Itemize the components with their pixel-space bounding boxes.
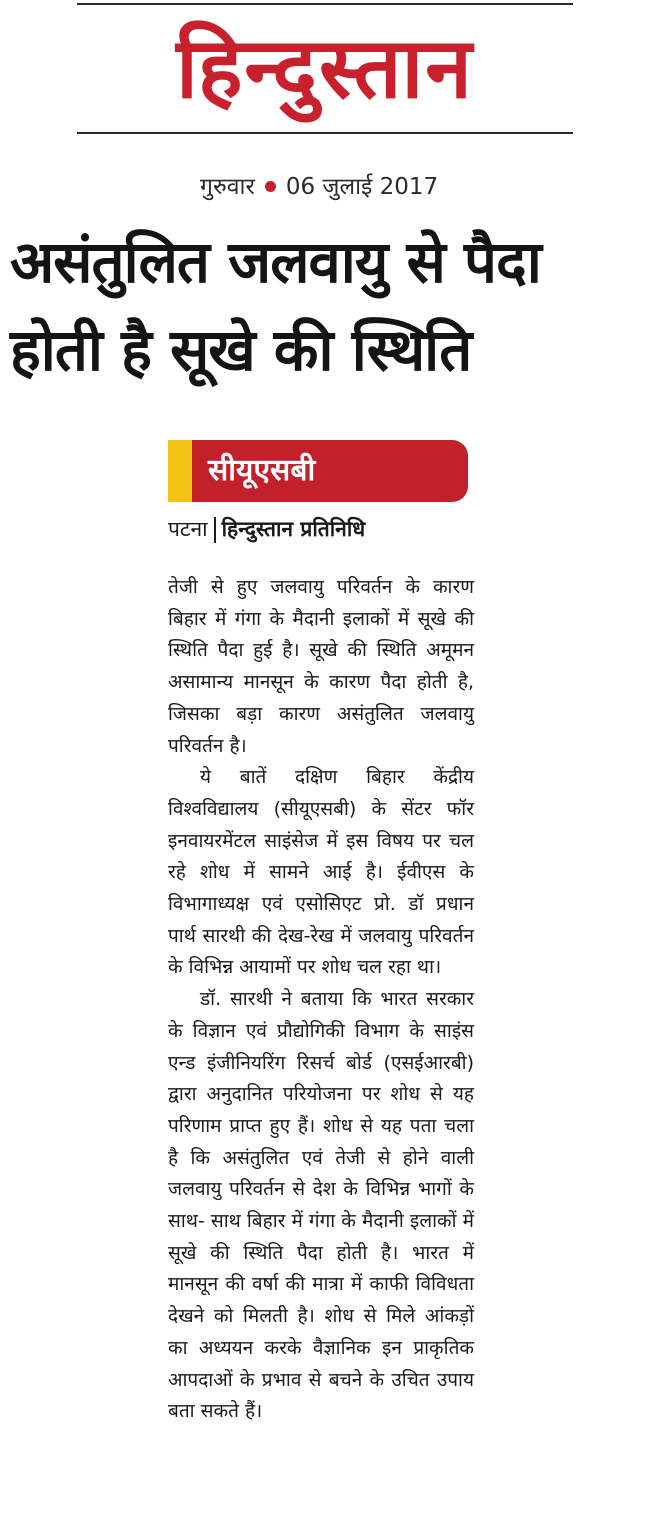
section-tag (168, 440, 468, 502)
article-headline (10, 218, 660, 394)
headline-line-1: असंतुलित जलवायु से पैदा (10, 228, 541, 296)
article-body (168, 572, 474, 1428)
byline-location: पटना (168, 517, 208, 541)
byline (168, 512, 488, 546)
dateline-day: गुरुवार (200, 174, 255, 200)
tag-yellow-stripe (168, 440, 192, 502)
masthead-top-rule (77, 3, 573, 5)
tag-label: सीयूएसबी (208, 453, 316, 488)
article-paragraph-3: डॉ. सारथी ने बताया कि भारत सरकार के विज्ञान एवं प्रौद्योगिकी विभाग के साइंस एन्ड इंजीनियरिंग रिसर्च बोर्ड (एसईआरबी) द्वारा अनुदानित परियोजना पर शोध से यह परिणाम प्राप्त हुए हैं। शोध से यह पता चला है कि असंतुलित एवं तेजी से होने वाली जलवायु परिवर्तन से देश के विभिन्न भागों के साथ- साथ बिहार में गंगा के मैदानी इलाकों में सूखे की स्थिति पैदा होती है। भारत में मानसून की वर्षा की मात्रा में काफी विविधता देखने को मिलती है। शोध से मिले आंकड़ों का अध्ययन करके वैज्ञानिक इन प्राकृतिक आपदाओं के प्रभाव से बचने के उचित उपाय बता सकते हैं। (168, 988, 474, 1423)
article-paragraph-1: तेजी से हुए जलवायु परिवर्तन के कारण बिहार में गंगा के मैदानी इलाकों में सूखे की स्थिति पैदा हुई है। सूखे की स्थिति अमूमन असामान्य मानसून के कारण पैदा होती है, जिसका बड़ा कारण असंतुलित जलवायु परिवर्तन है। (168, 576, 474, 757)
dateline-date: 06 जुलाई 2017 (285, 174, 439, 200)
newspaper-masthead-logo: हिन्दुस्तान (176, 19, 474, 117)
article-paragraph-2: ये बातें दक्षिण बिहार केंद्रीय विश्वविद्यालय (सीयूएसबी) के सेंटर फॉर इनवायरमेंटल साइंसेज में इस विषय पर चल रहे शोध में सामने आई है। ईवीएस के विभागाध्यक्ष एवं एसोसिएट प्रो. डॉ प्रधान पार्थ सारथी की देख-रेख में जलवायु परिवर्तन के विभिन्न आयामों पर शोध चल रहा था। (168, 766, 474, 979)
dateline (200, 170, 500, 204)
headline-line-2: होती है सूखे की स्थिति (10, 316, 472, 384)
byline-author: हिन्दुस्तान प्रतिनिधि (221, 517, 366, 541)
byline-separator (214, 517, 216, 543)
bullet-dot-icon (265, 181, 276, 192)
masthead-bottom-rule (77, 132, 573, 134)
